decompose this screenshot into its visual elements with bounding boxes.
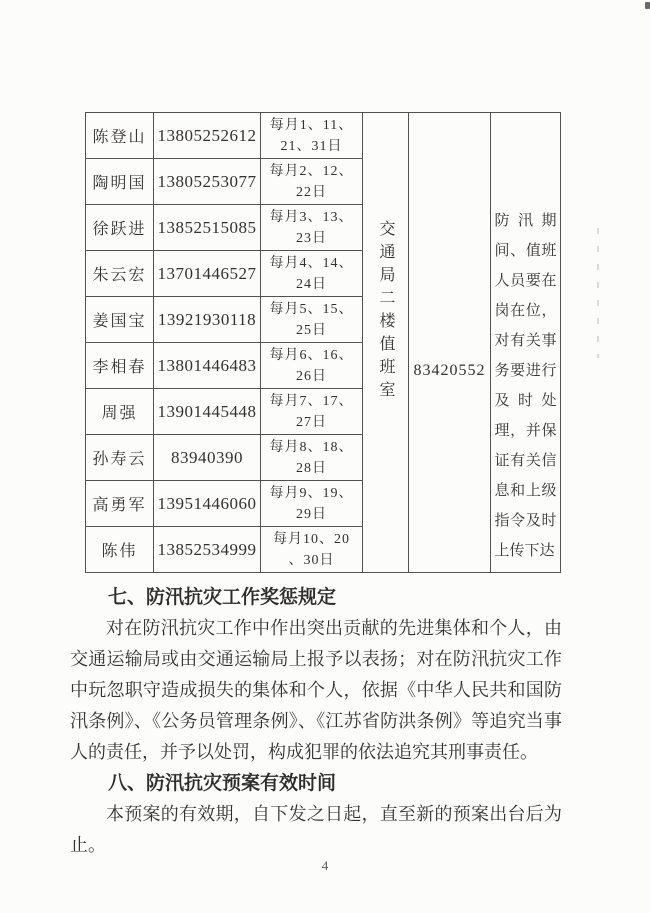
- dates-cell: 每月4、14、24日: [261, 251, 363, 297]
- page-number: 4: [321, 858, 329, 873]
- phone-cell: 13805253077: [154, 159, 261, 205]
- name-cell: 陶明国: [86, 159, 154, 205]
- duty-location-cell: [363, 113, 409, 573]
- name-cell: 周强: [86, 389, 154, 435]
- scan-speck: [645, 2, 650, 9]
- body-text: [70, 582, 562, 861]
- phone-cell: 83940390: [154, 435, 261, 481]
- dates-cell: 每月2、12、22日: [261, 159, 363, 205]
- duty-roster-table: [85, 112, 561, 573]
- name-cell: 陈登山: [86, 113, 154, 159]
- name-cell: 朱云宏: [86, 251, 154, 297]
- dates-cell: 每月3、13、23日: [261, 205, 363, 251]
- table-row: [86, 113, 561, 159]
- duty-note-cell: [491, 113, 561, 573]
- dates-cell: 每月10、20 、30日: [261, 527, 363, 573]
- name-cell: 徐跃进: [86, 205, 154, 251]
- phone-cell: 13701446527: [154, 251, 261, 297]
- office-phone-text: 83420552: [413, 361, 486, 379]
- name-cell: 姜国宝: [86, 297, 154, 343]
- phone-cell: 13921930118: [154, 297, 261, 343]
- phone-cell: 13852534999: [154, 527, 261, 573]
- duty-note-text: 防汛期间、值班人员要在岗在位，对有关事务要进行及时处理，并保证有关信息和上级指令及时上传下达: [494, 213, 557, 559]
- duty-location-text: 交通局二楼值班室: [377, 220, 394, 404]
- phone-cell: 13805252612: [154, 113, 261, 159]
- dates-cell: 每月6、16、26日: [261, 343, 363, 389]
- section-paragraph-8: 本预案的有效期，自下发之日起，直至新的预案出台后为止。: [70, 804, 562, 855]
- name-cell: 陈伟: [86, 527, 154, 573]
- scan-smudge: [597, 228, 599, 358]
- dates-cell: 每月8、18、28日: [261, 435, 363, 481]
- phone-cell: 13801446483: [154, 343, 261, 389]
- name-cell: 孙寿云: [86, 435, 154, 481]
- name-cell: 高勇军: [86, 481, 154, 527]
- office-phone-cell: [409, 113, 491, 573]
- phone-cell: 13901445448: [154, 389, 261, 435]
- phone-cell: 13852515085: [154, 205, 261, 251]
- section-heading-8: 八、防汛抗灾预案有效时间: [108, 773, 337, 794]
- section-paragraph-7: 对在防汛抗灾工作中作出突出贡献的先进集体和个人，由交通运输局或由交通运输局上报予以表扬；对在防汛抗灾工作中玩忽职守造成损失的集体和个人，依据《中华人民共和国防汛条例》、《公务员管理条例》、《江苏省防洪条例》等追究当事人的责任，并予以处罚，构成犯罪的依法追究其刑事责任。: [70, 618, 562, 762]
- dates-cell: 每月1、11、21、31日: [261, 113, 363, 159]
- section-heading-7: 七、防汛抗灾工作奖惩规定: [108, 587, 337, 608]
- dates-cell: 每月5、15、25日: [261, 297, 363, 343]
- phone-cell: 13951446060: [154, 481, 261, 527]
- name-cell: 李相春: [86, 343, 154, 389]
- dates-cell: 每月7、17、27日: [261, 389, 363, 435]
- dates-cell: 每月9、19、29日: [261, 481, 363, 527]
